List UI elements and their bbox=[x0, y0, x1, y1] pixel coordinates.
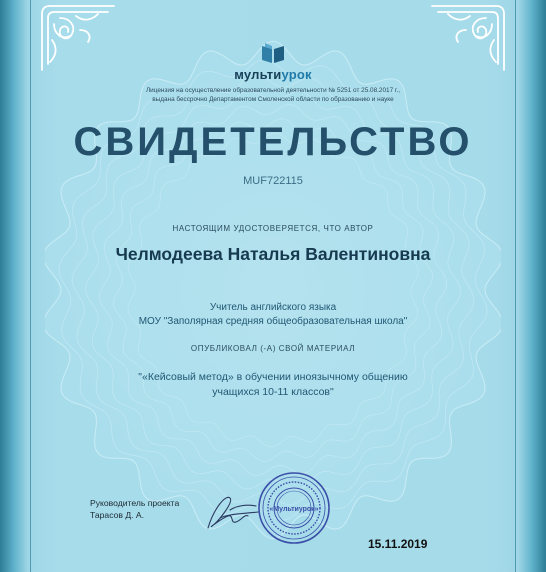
issue-date: 15.11.2019 bbox=[368, 537, 428, 551]
logo-text-part2: урок bbox=[281, 67, 312, 82]
logo-wordmark bbox=[234, 67, 311, 82]
project-head-role: Руководитель проекта bbox=[90, 498, 180, 508]
handwritten-signature bbox=[200, 488, 262, 534]
stamp-center-text: «Мультиурок» bbox=[269, 506, 319, 513]
author-position: Учитель английского языка bbox=[209, 302, 337, 313]
book-logo-icon bbox=[260, 42, 286, 64]
author-name: Челмодеева Наталья Валентиновна bbox=[115, 244, 431, 264]
license-line-1: Лицензия на осуществление образовательной деятельности № 5251 от 25.08.2017 г., bbox=[145, 87, 401, 94]
material-title-line-2: учащихся 10-11 классов" bbox=[212, 386, 334, 398]
project-head-name: Тарасов Д. А. bbox=[90, 510, 145, 520]
multiurok-logo bbox=[0, 42, 546, 83]
certificate-number: MUF722115 bbox=[243, 175, 303, 187]
published-text: ОПУБЛИКОВАЛ (-А) СВОЙ МАТЕРИАЛ bbox=[190, 344, 356, 353]
certify-text: НАСТОЯЩИМ УДОСТОВЕРЯЕТСЯ, ЧТО АВТОР bbox=[172, 224, 374, 233]
author-school: МОУ "Заполярная средняя общеобразовательная школа" bbox=[138, 316, 408, 327]
logo-text-part1: мульти bbox=[234, 67, 282, 82]
organization-stamp bbox=[256, 470, 332, 546]
license-line-2: выдана бессрочно Департаментом Смоленской области по образованию и науке bbox=[152, 96, 394, 103]
material-title-line-1: "«Кейсовый метод» в обучении иноязычному общению bbox=[138, 371, 408, 383]
certificate-title: СВИДЕТЕЛЬСТВО bbox=[73, 120, 473, 164]
guilloche-seal-background bbox=[45, 40, 501, 540]
